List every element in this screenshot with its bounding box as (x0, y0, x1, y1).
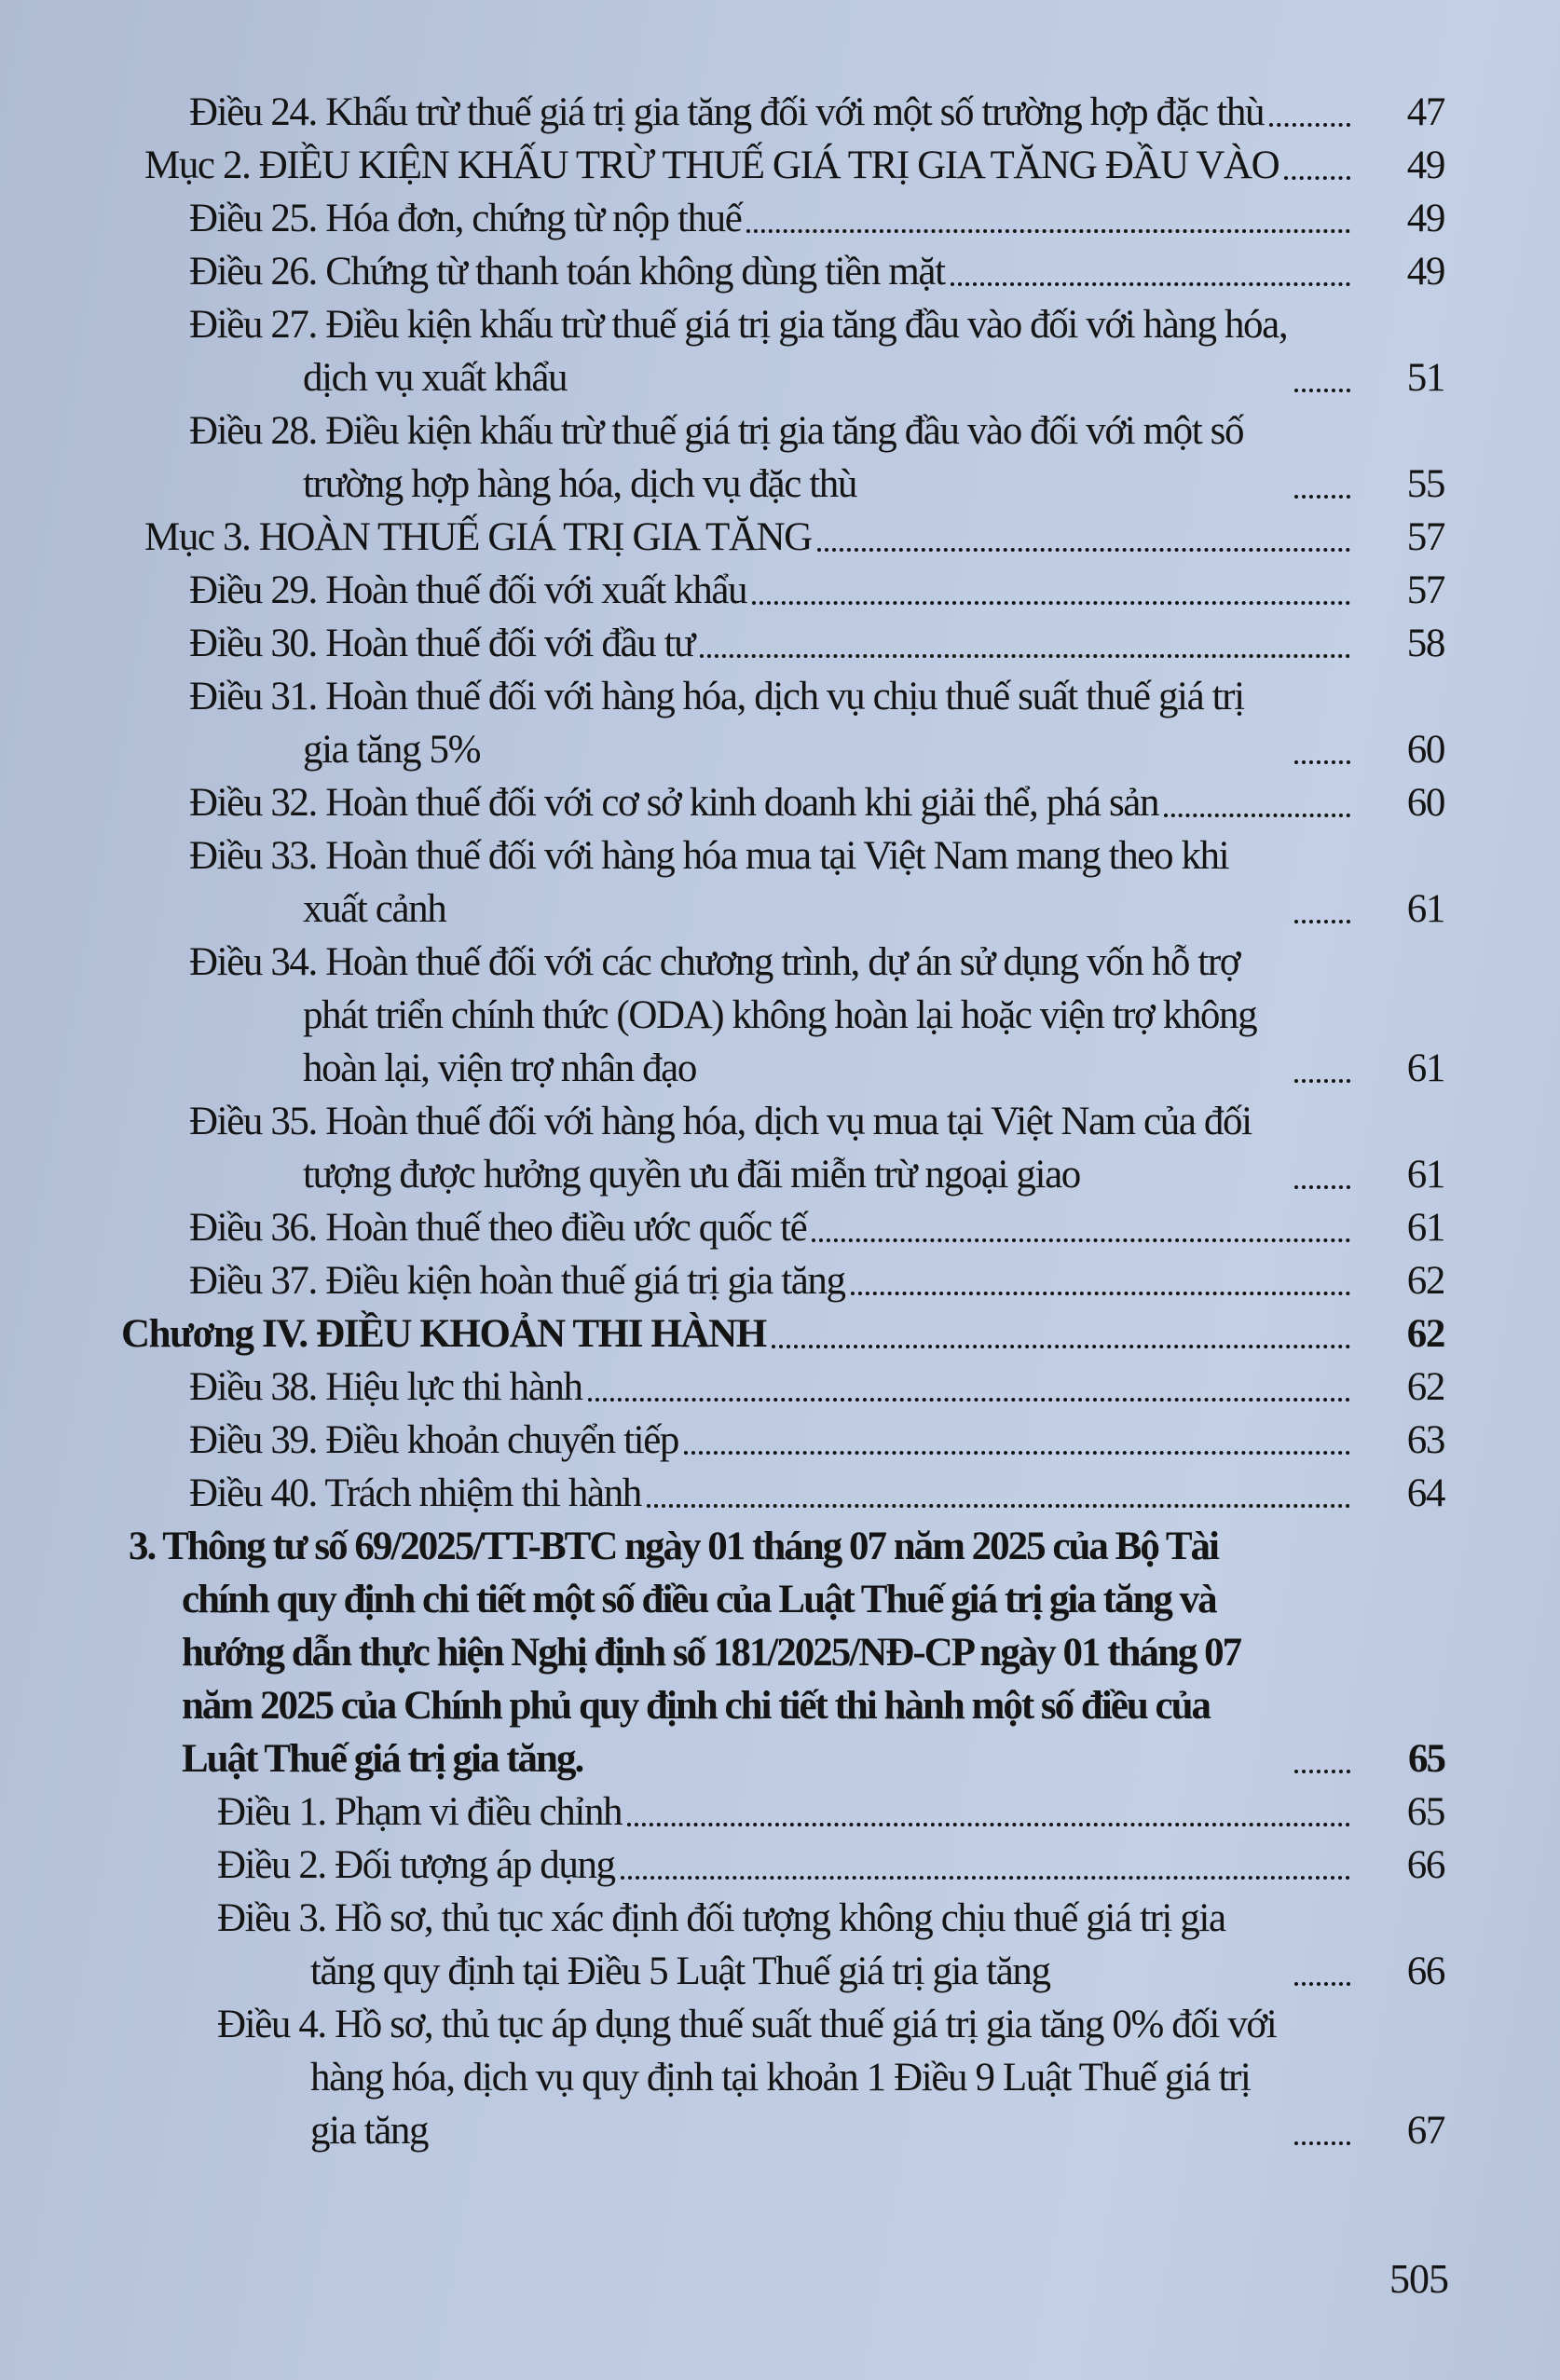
toc-entry-title: Điều 28. Điều kiện khấu trừ thuế giá trị gia tăng đầu vào đối với một số trường hợp hàng hóa, dịch vụ đặc thù (189, 409, 1244, 506)
toc-entry-title: Điều 31. Hoàn thuế đối với hàng hóa, dịch vụ chịu thuế suất thuế giá trị gia tăng 5% (189, 675, 1244, 772)
dot-leader (621, 1876, 1350, 1880)
dot-leader (817, 548, 1350, 552)
dot-leader (700, 654, 1350, 658)
toc-entry-page: 60 (1406, 781, 1444, 825)
toc-entry-dieu2 (217, 1839, 1444, 1892)
toc-entry-dieu (189, 829, 1444, 936)
toc-entry-dieu2 (217, 1785, 1444, 1839)
toc-entry-page: 49 (1406, 197, 1444, 240)
toc-entry-dieu (189, 1467, 1444, 1520)
dot-leader (851, 1292, 1350, 1295)
toc-entry-page: 49 (1406, 250, 1444, 294)
dot-leader (1294, 1185, 1350, 1189)
toc-entry-title: Điều 2. Đối tượng áp dụng (217, 1843, 615, 1887)
dot-leader (746, 229, 1350, 233)
dot-leader (627, 1823, 1350, 1826)
toc-entry-dieu (189, 1361, 1444, 1414)
toc-entry-page: 65 (1406, 1790, 1444, 1834)
toc-entry-page: 49 (1406, 144, 1444, 187)
toc-entry-title: Điều 24. Khấu trừ thuế giá trị gia tăng đối với một số trường hợp đặc thù (189, 90, 1265, 134)
toc-entry-muc (144, 139, 1444, 192)
toc-entry-page: 67 (1406, 2109, 1444, 2153)
toc-entry-page: 47 (1406, 90, 1444, 134)
toc-entry-dieu (189, 1414, 1444, 1467)
dot-leader (1269, 123, 1350, 127)
toc-entry-title: Điều 38. Hiệu lực thi hành (189, 1365, 582, 1409)
toc-entry-page: 64 (1406, 1471, 1444, 1515)
toc-entry-dieu (189, 670, 1444, 776)
toc-entry-title: Điều 35. Hoàn thuế đối với hàng hóa, dịch vụ mua tại Việt Nam của đối tượng được hưởng quyền ưu đãi miễn trừ ngoại giao (189, 1100, 1252, 1197)
dot-leader (1294, 495, 1350, 499)
toc-entry-title: Mục 2. ĐIỀU KIỆN KHẤU TRỪ THUẾ GIÁ TRỊ GIA TĂNG ĐẦU VÀO (144, 144, 1279, 187)
dot-leader (1294, 1079, 1350, 1083)
toc-entry-title: Điều 27. Điều kiện khấu trừ thuế giá trị gia tăng đầu vào đối với hàng hóa, dịch vụ xuất khẩu (189, 303, 1288, 400)
dot-leader (1284, 176, 1350, 180)
dot-leader (812, 1238, 1350, 1242)
toc-entry-dieu (189, 776, 1444, 829)
toc-entry-title: Chương IV. ĐIỀU KHOẢN THI HÀNH (121, 1312, 766, 1356)
toc-entry-dieu (189, 1254, 1444, 1307)
toc-entry-page: 63 (1406, 1418, 1444, 1462)
toc-entry-page: 57 (1406, 568, 1444, 612)
table-of-contents (0, 86, 1560, 2157)
toc-entry-title: Điều 39. Điều khoản chuyển tiếp (189, 1418, 679, 1462)
toc-entry-dieu (189, 617, 1444, 670)
dot-leader (1294, 760, 1350, 764)
toc-entry-page: 62 (1406, 1259, 1444, 1303)
dot-leader (647, 1504, 1350, 1508)
toc-entry-page: 65 (1408, 1737, 1444, 1781)
toc-entry-page: 55 (1406, 462, 1444, 506)
toc-entry-title: Điều 4. Hồ sơ, thủ tục áp dụng thuế suất thuế giá trị gia tăng 0% đối với hàng hóa, dịch vụ quy định tại khoản 1 Điều 9 Luật Thuế giá trị gia tăng (217, 2003, 1277, 2153)
toc-entry-chuong (121, 1307, 1444, 1361)
dot-leader (1294, 2141, 1350, 2145)
toc-entry-title: Điều 25. Hóa đơn, chứng từ nộp thuế (189, 197, 742, 240)
toc-entry-page: 57 (1406, 515, 1444, 559)
toc-entry-page: 51 (1406, 356, 1444, 400)
toc-entry-dieu (189, 404, 1444, 511)
page-number: 505 (1389, 2256, 1448, 2302)
toc-entry-page: 61 (1406, 887, 1444, 931)
toc-entry-title: Điều 32. Hoàn thuế đối với cơ sở kinh doanh khi giải thể, phá sản (189, 781, 1159, 825)
dot-leader (752, 601, 1350, 605)
dot-leader (1294, 389, 1350, 392)
toc-entry-page: 62 (1406, 1365, 1444, 1409)
dot-leader (1294, 920, 1350, 923)
toc-entry-title: Điều 33. Hoàn thuế đối với hàng hóa mua tại Việt Nam mang theo khi xuất cảnh (189, 834, 1229, 931)
toc-entry-dieu (189, 245, 1444, 298)
dot-leader (684, 1451, 1350, 1455)
toc-entry-dieu (189, 564, 1444, 617)
toc-entry-title: Điều 30. Hoàn thuế đối với đầu tư (189, 622, 695, 665)
dot-leader (951, 282, 1350, 286)
toc-entry-page: 61 (1406, 1153, 1444, 1197)
toc-entry-muc (144, 511, 1444, 564)
toc-entry-dieu (189, 192, 1444, 245)
toc-entry-page: 60 (1406, 728, 1444, 772)
toc-entry-page: 66 (1406, 1843, 1444, 1887)
toc-entry-title: Mục 3. HOÀN THUẾ GIÁ TRỊ GIA TĂNG (144, 515, 812, 559)
toc-entry-title: Điều 3. Hồ sơ, thủ tục xác định đối tượng không chịu thuế giá trị gia tăng quy định tại Điều 5 Luật Thuế giá trị gia tăng (217, 1896, 1225, 1993)
toc-entry-title: 3. Thông tư số 69/2025/TT-BTC ngày 01 tháng 07 năm 2025 của Bộ Tài chính quy định chi tiết một số điều của Luật Thuế giá trị gia tăng và hướng dẫn thực hiện Nghị định số 181/2025/NĐ-CP ngày 01 tháng 07 năm 2025 của Chính phủ quy định chi tiết thi hành một số điều của Luật Thuế giá trị gia tăng. (129, 1525, 1241, 1781)
toc-entry-page: 58 (1406, 622, 1444, 665)
toc-entry-title: Điều 34. Hoàn thuế đối với các chương trình, dự án sử dụng vốn hỗ trợ phát triển chính thức (ODA) không hoàn lại hoặc viện trợ không hoàn lại, viện trợ nhân đạo (189, 940, 1257, 1090)
dot-leader (588, 1398, 1350, 1402)
dot-leader (1294, 1982, 1350, 1986)
dot-leader (772, 1345, 1350, 1348)
toc-entry-dieu (189, 936, 1444, 1095)
toc-entry-title: Điều 37. Điều kiện hoàn thuế giá trị gia tăng (189, 1259, 845, 1303)
toc-entry-dieu2 (217, 1892, 1444, 1998)
toc-entry-page: 61 (1406, 1206, 1444, 1250)
dot-leader (1164, 814, 1350, 817)
dot-leader (1294, 1770, 1350, 1773)
toc-entry-page: 66 (1406, 1949, 1444, 1993)
toc-entry-dieu (189, 1095, 1444, 1201)
toc-entry-doc (129, 1520, 1444, 1785)
toc-entry-dieu2 (217, 1998, 1444, 2157)
toc-entry-dieu (189, 86, 1444, 139)
toc-entry-title: Điều 36. Hoàn thuế theo điều ước quốc tế (189, 1206, 807, 1250)
toc-entry-title: Điều 26. Chứng từ thanh toán không dùng tiền mặt (189, 250, 945, 294)
toc-entry-title: Điều 40. Trách nhiệm thi hành (189, 1471, 641, 1515)
toc-entry-page: 61 (1406, 1046, 1444, 1090)
toc-entry-page: 62 (1406, 1312, 1444, 1356)
toc-entry-dieu (189, 1201, 1444, 1254)
toc-entry-title: Điều 1. Phạm vi điều chỉnh (217, 1790, 623, 1834)
toc-entry-dieu (189, 298, 1444, 404)
toc-entry-title: Điều 29. Hoàn thuế đối với xuất khẩu (189, 568, 747, 612)
